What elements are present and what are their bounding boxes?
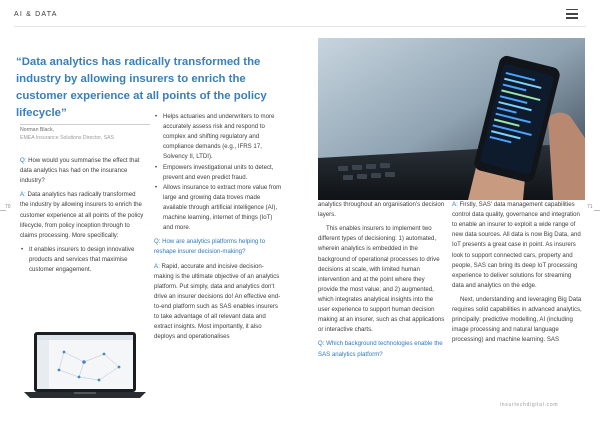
laptop-image [24,332,146,400]
answer-3 [452,200,584,291]
question-text: How would you summarise the effect that data analytics has had on the insurance industry? [20,157,140,185]
section-label: AI & DATA [14,11,58,18]
answer-label: A: [20,191,26,199]
question-label: Q: [154,238,161,246]
bullet-list [20,245,144,275]
answer-label: A: [154,262,160,270]
answer-label: A: [452,201,458,208]
column-1 [20,156,144,275]
answer-1 [20,190,144,241]
menu-icon[interactable] [566,9,578,19]
website-url: insurtechdigital.com [500,402,559,408]
page-edge-tick-right [594,210,600,211]
question-3 [318,339,446,359]
page-number-right: 71 [587,204,593,210]
header-divider [14,26,586,27]
paragraph: Next, understanding and leveraging Big Data requires solid capabilities in advanced analytics, principally: predictive modelling, AI (including image processing and natural language processing) and machine learning. SAS [452,295,582,344]
question-text: How are analytics platforms helping to reshape insurer decision-making? [154,238,266,256]
author-title: EMEA Insurance Solutions Director, SAS [20,134,114,141]
answer-text: Data analytics has radically transformed the industry by allowing insurers to enrich the customer experience at all points of the policy lifecycle, from policy inception through to claims processing. More specifically: [20,191,144,239]
column-2 [154,112,282,346]
list-item: • It enables insurers to design innovative products and services that maximise customer engagement. [20,245,144,275]
article-photo [318,38,585,200]
author-divider [20,124,150,125]
laptop-dashboard-illustration [24,332,146,400]
question-2 [154,237,282,257]
bullet-list [154,112,282,233]
answer-text: Firstly, SAS' data management capabilities control data quality, governance and integration to enable an insurer to exploit a wide range of new data sources. All data is now Big Data, and IoT presents a great case in point. As insurers look to support connected cars, property and people, SAS can bring its deep IoT processing experience to deliver solutions for streaming data and analytics on the edge. [452,201,581,289]
phone-laptop-illustration [318,38,585,200]
list-item: • Helps actuaries and underwriters to more accurately assess risk and respond to complex and shifting regulatory and compliance demands (e.g., IFRS 17, Solvency II, LTDI). [154,112,282,163]
page-edge-tick-left [0,210,6,211]
question-1 [20,156,144,186]
page-number-left: 70 [5,204,11,210]
paragraph: analytics throughout an organisation's decision layers. [318,201,445,219]
answer-text: Rapid, accurate and incisive decision-making is the ultimate objective of an analytics platform. Put simply, data and analytics don't drive an insurer decisions do! An effective end-to-end platform such as SAS enables insurers to take advantage of all relevant data and extract insights. Most importantly, it also deploys and operationalises [154,262,281,341]
pull-quote: “Data analytics has radically transformed the industry by allowing insurers to enrich the customer experience at all points of the policy lifecycle” [16,56,267,120]
list-item: • Allows insurance to extract more value from large and growing data troves made available through artificial intelligence (AI), machine learning, internet of things (IoT) and more. [154,183,282,234]
column-3 [318,200,446,364]
list-item: • Empowers investigational units to detect, prevent and even predict fraud. [154,163,282,183]
column-4 [452,200,584,350]
author-credit [20,127,114,142]
question-text: Which background technologies enable the SAS analytics platform? [318,340,443,358]
answer-2 [154,262,282,343]
question-label: Q: [20,157,27,164]
paragraph: This enables insurers to implement two different types of decisioning: 1) automated, wherein analytics is embedded in the background of operational processes to drive decisions at scale, with limited human intervention and at the point where they provide the most value; and 2) augmented, which integrates analytical insights into the user experience to support human decision making at an insurer, such as chat applications or interactive charts. [318,225,445,334]
author-name: Norman Black, [20,127,55,133]
question-label: Q: [318,340,325,348]
